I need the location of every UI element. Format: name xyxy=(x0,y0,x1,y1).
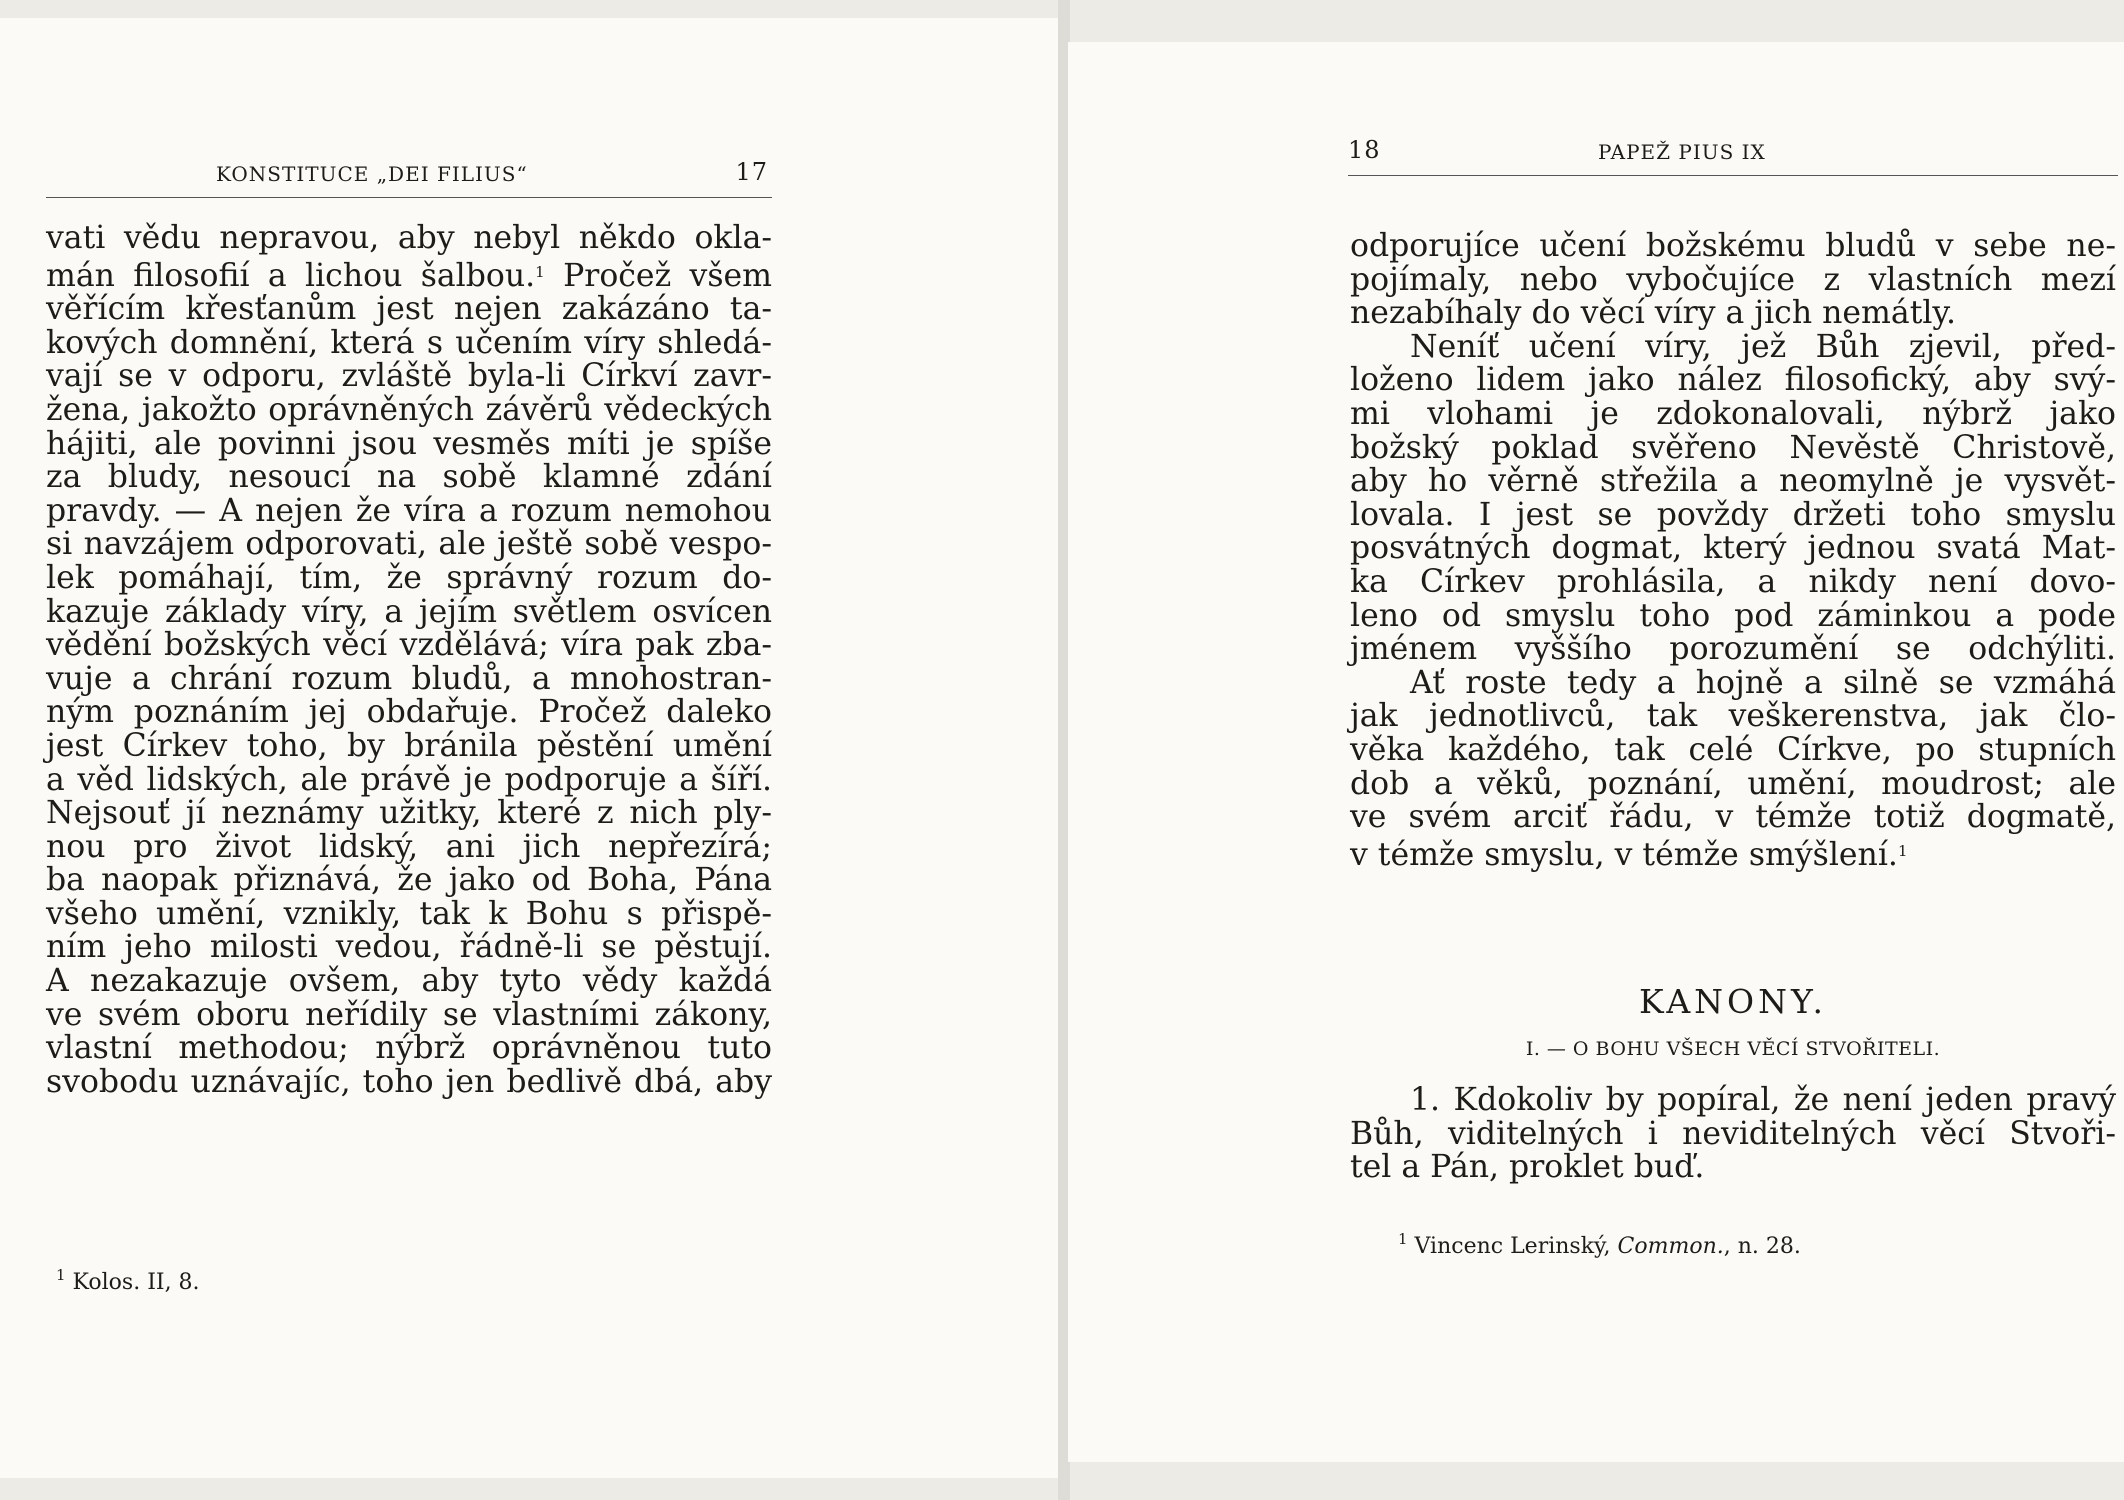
text-line: nezabíhaly do věcí víry a jich nemátly. xyxy=(1350,295,1957,332)
footnote-mark: 1 xyxy=(1398,1230,1408,1248)
text-line: odporujíce učení božskému bludů v sebe ne- xyxy=(1350,228,2116,264)
page-number: 17 xyxy=(735,158,768,186)
text-line: v témže smyslu, v témže smýšlení.$^1$ xyxy=(1350,836,1908,873)
text-line: věka každého, tak celé Církve, po stupních xyxy=(1350,731,2116,768)
text-line: božský poklad svěřeno Nevěstě Christově, xyxy=(1350,429,2116,466)
canon-text xyxy=(1350,1084,2116,1185)
text-line: svobodu uznávajíc, toho jen bedlivě dbá, aby xyxy=(46,1063,772,1100)
header-rule xyxy=(1348,175,2118,176)
text-line: A nezakazuje ovšem, aby tyto vědy každá xyxy=(46,963,772,1000)
right-page-header xyxy=(1348,120,2118,166)
text-line: za bludy, nesoucí na sobě klamné zdání xyxy=(46,459,772,496)
section-heading: KANONY. xyxy=(1639,982,1827,1021)
page-number: 18 xyxy=(1348,136,1381,164)
footnote-text: Kolos. II, 8. xyxy=(72,1270,200,1295)
text-line: pojímaly, nebo vybočujíce z vlastních mezí xyxy=(1350,261,2116,298)
text-line: ným poznáním jej obdařuje. Pročež daleko xyxy=(46,694,772,731)
text-line: kových domnění, která s učením víry shledá- xyxy=(46,324,772,361)
running-head: KONSTITUCE „DEI FILIUS“ xyxy=(216,162,528,186)
text-line: kazuje základy víry, a jejím světlem osvícen xyxy=(46,593,772,630)
footnote-text: Vincenc Lerinský, xyxy=(1414,1234,1618,1259)
text-line: dob a věků, poznání, umění, moudrost; ale xyxy=(1350,765,2116,802)
footnote-tail: , n. 28. xyxy=(1723,1234,1801,1259)
text-line: lek pomáhají, tím, že správný rozum do- xyxy=(46,559,772,596)
text-line: mi vlohami je zdokonalovali, nýbrž jako xyxy=(1350,395,2116,432)
text-line: aby ho věrně střežila a neomylně je vysvět- xyxy=(1350,463,2116,500)
header-rule xyxy=(46,197,772,198)
right-page xyxy=(1068,42,2124,1462)
text-line: pravdy. — A nejen že víra a rozum nemohou xyxy=(46,492,772,529)
text-line: věřícím křesťanům jest nejen zakázáno ta- xyxy=(46,291,772,328)
text-line: ve svém arciť řádu, v témže totiž dogmatě, xyxy=(1350,799,2116,836)
text-line: Nejsouť jí neznámy užitky, které z nich ply- xyxy=(46,795,772,832)
text-line: vuje a chrání rozum bludů, a mnohostran- xyxy=(46,660,772,697)
text-line: jest Církev toho, by bránila pěstění umění xyxy=(46,727,772,764)
text-line: tel a Pán, proklet buď. xyxy=(1350,1149,1705,1186)
text-line: vati vědu nepravou, aby nebyl někdo okla- xyxy=(46,220,772,256)
footnote-ref: 1 xyxy=(1897,841,1908,860)
text-line: mán filosofií a lichou šalbou.$^1$ Pročež všem xyxy=(46,257,772,294)
text-line: ve svém oboru neřídily se vlastními zákony, xyxy=(46,996,772,1033)
left-page xyxy=(0,18,1060,1478)
text-line: Neníť učení víry, jež Bůh zjevil, před- xyxy=(1410,328,2116,365)
footnote xyxy=(56,1266,200,1295)
text-line: si navzájem odporovati, ale ještě sobě vespo- xyxy=(46,526,772,563)
left-page-header xyxy=(46,142,772,188)
footnote xyxy=(1398,1230,1801,1259)
text-line: vají se v odporu, zvláště byla-li Církví zavr- xyxy=(46,358,772,395)
text-line: všeho umění, vznikly, tak k Bohu s přispě- xyxy=(46,895,772,932)
footnote-ref: 1 xyxy=(535,262,545,281)
text-line: ka Církev prohlásila, a nikdy není dovo- xyxy=(1350,563,2116,600)
text-line: hájiti, ale povinni jsou vesměs míti je spíše xyxy=(46,425,772,462)
text-line: ba naopak přiznává, že jako od Boha, Pána xyxy=(46,862,772,899)
footnote-mark: 1 xyxy=(56,1266,66,1284)
text-line: vlastní methodou; nýbrž oprávněnou tuto xyxy=(46,1030,772,1067)
footnote-italic: Common. xyxy=(1617,1234,1724,1259)
text-line: leno od smyslu toho pod záminkou a pode xyxy=(1350,597,2116,634)
running-head: PAPEŽ PIUS IX xyxy=(1598,140,1766,164)
text-line: Bůh, viditelných i neviditelných věcí Stvoři- xyxy=(1350,1115,2116,1152)
text-line: posvátných dogmat, který jednou svatá Mat- xyxy=(1350,530,2116,567)
text-line: jménem vyššího porozumění se odchýliti. xyxy=(1350,631,2116,668)
text-line: lovala. I jest se povždy držeti toho smyslu xyxy=(1350,496,2116,533)
text-line: Ať roste tedy a hojně a silně se vzmáhá xyxy=(1410,664,2116,701)
left-body-text xyxy=(46,222,772,1099)
text-line: jak jednotlivců, tak veškerenstva, jak člo- xyxy=(1350,698,2116,735)
text-line: ním jeho milosti vedou, řádně-li se pěstují. xyxy=(46,929,772,966)
right-body-text xyxy=(1350,230,2116,872)
text-line: loženo lidem jako nález filosofický, aby svý- xyxy=(1350,362,2116,399)
text-line: nou pro život lidský, ani jich nepřezírá; xyxy=(46,828,772,865)
text-line: a věd lidských, ale právě je podporuje a šíří. xyxy=(46,761,772,798)
section-subheading: I. — O BOHU VŠECH VĚCÍ STVOŘITELI. xyxy=(1525,1038,1941,1060)
text-line: žena, jakožto oprávněných závěrů vědeckých xyxy=(46,391,772,428)
text-line: vědění božských věcí vzdělává; víra pak zba- xyxy=(46,627,772,664)
text-line: 1. Kdokoliv by popíral, že není jeden pravý xyxy=(1410,1082,2116,1118)
